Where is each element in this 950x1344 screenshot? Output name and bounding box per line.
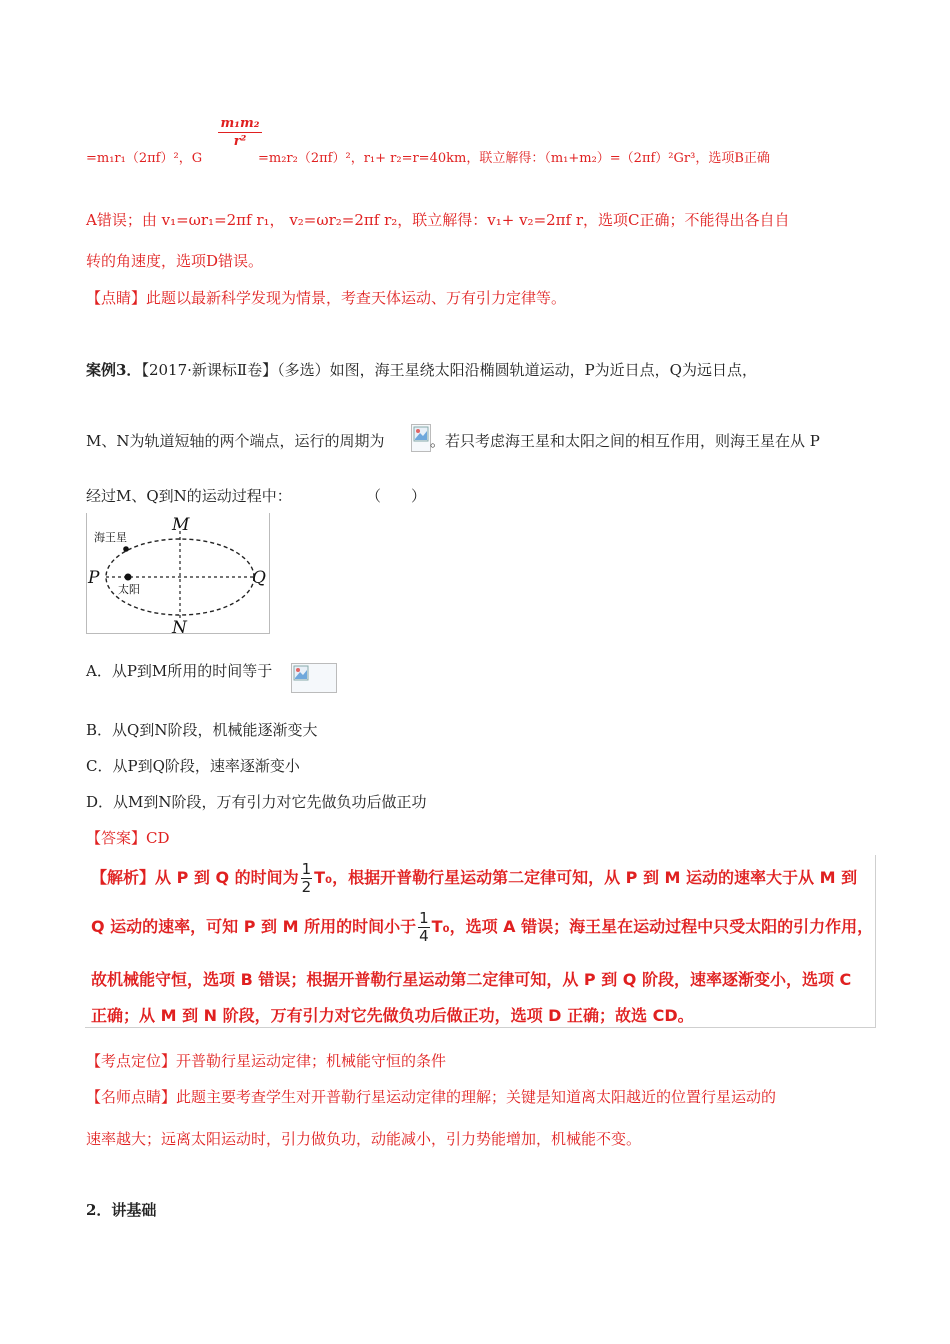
prev-solution-line3: 转的角速度，选项D错误。 [86,252,264,270]
analysis-box [85,855,876,1028]
label-sun: 太阳 [118,583,140,596]
label-planet: 海王星 [94,531,127,544]
prev-solution-line1-right: =m₂r₂（2πf）²，r₁+ r₂=r=40km，联立解得：（m₁+m₂）=（2πf）²Gr³，选项B正确 [258,151,770,166]
case3-heading: 案例3． [86,361,142,379]
option-a: A．从P到M所用的时间等于 [86,662,273,680]
analysis-line3: 故机械能守恒，选项 B 错误；根据开普勒行星运动第二定律可知，从 P 到 Q 阶段，速率逐渐变小，选项 C [91,970,852,989]
fraction-one-half [301,861,313,896]
fraction-numerator: 1 [301,860,312,878]
prev-solution-line2: A错误；由 v₁=ωr₁=2πf r₁， v₂=ωr₂=2πf r₂，联立解得：v₁+ v₂=2πf r，选项C正确；不能得出各自自 [86,211,790,229]
formula-fraction [218,116,262,149]
prev-solution-line1-left: =m₁r₁（2πf）²，G [86,151,203,166]
prev-solution-comment: 【点睛】此题以最新科学发现为情景，考查天体运动、万有引力定律等。 [86,289,567,307]
analysis-line4: 正确；从 M 到 N 阶段，万有引力对它先做负功后做正功，选项 D 正确；故选 CD。 [91,1006,694,1025]
label-P: P [88,568,100,588]
planet-dot [123,546,129,552]
analysis-line1 [91,861,857,896]
broken-image-icon [411,424,431,452]
option-c: C．从P到Q阶段，速率逐渐变小 [86,757,300,775]
fraction-denominator: 4 [419,927,429,945]
orbit-figure [86,513,270,635]
option-b: B．从Q到N阶段，机械能逐渐变大 [86,721,318,739]
fraction-numerator: 1 [419,909,429,927]
analysis-line2-a: Q 运动的速率，可知 P 到 M 所用的时间小于 [91,917,417,936]
fraction-one-quarter [418,910,430,945]
mingshi-line2: 速率越大；远离太阳运动时，引力做负功，动能减小，引力势能增加，机械能不变。 [86,1130,642,1148]
broken-image-icon [291,663,337,693]
case3-line1 [86,359,757,380]
kaodian: 【考点定位】开普勒行星运动定律；机械能守恒的条件 [86,1052,447,1070]
case3-line1-text: 【2017·新课标Ⅱ卷】（多选）如图，海王星绕太阳沿椭圆轨道运动，P为近日点，Q为远日点， [141,361,757,379]
label-M: M [172,515,190,535]
label-N: N [172,618,187,635]
analysis-line2 [91,910,873,945]
label-Q: Q [252,568,266,588]
sun-dot [125,574,132,581]
mingshi-line1: 【名师点睛】此题主要考查学生对开普勒行星运动定律的理解；关键是知道离太阳越近的位置行星运动的 [86,1088,777,1106]
analysis-line1-b: T₀，根据开普勒行星运动第二定律可知，从 P 到 M 运动的速率大于从 M 到 [314,868,858,887]
fraction-bar [218,132,262,133]
case3-line3-a: 经过M、Q到N的运动过程中： [86,487,292,505]
option-d: D．从M到N阶段，万有引力对它先做负功后做正功 [86,793,427,811]
fraction-denominator: 2 [301,878,312,896]
answer: 【答案】CD [86,829,170,847]
case3-line3-b: （ ） [366,487,427,505]
case3-line2-a: M、N为轨道短轴的两个端点，运行的周期为 [86,432,385,450]
fraction-numerator: m₁m₂ [220,116,260,131]
fraction-denominator: r² [233,134,247,149]
section-heading: 2．讲基础 [86,1201,157,1219]
analysis-line1-a: 【解析】从 P 到 Q 的时间为 [91,868,299,887]
case3-line2-b: 。若只考虑海王星和太阳之间的相互作用，则海王星在从 P [430,432,820,450]
analysis-line2-b: T₀，选项 A 错误；海王星在运动过程中只受太阳的引力作用， [431,917,874,936]
